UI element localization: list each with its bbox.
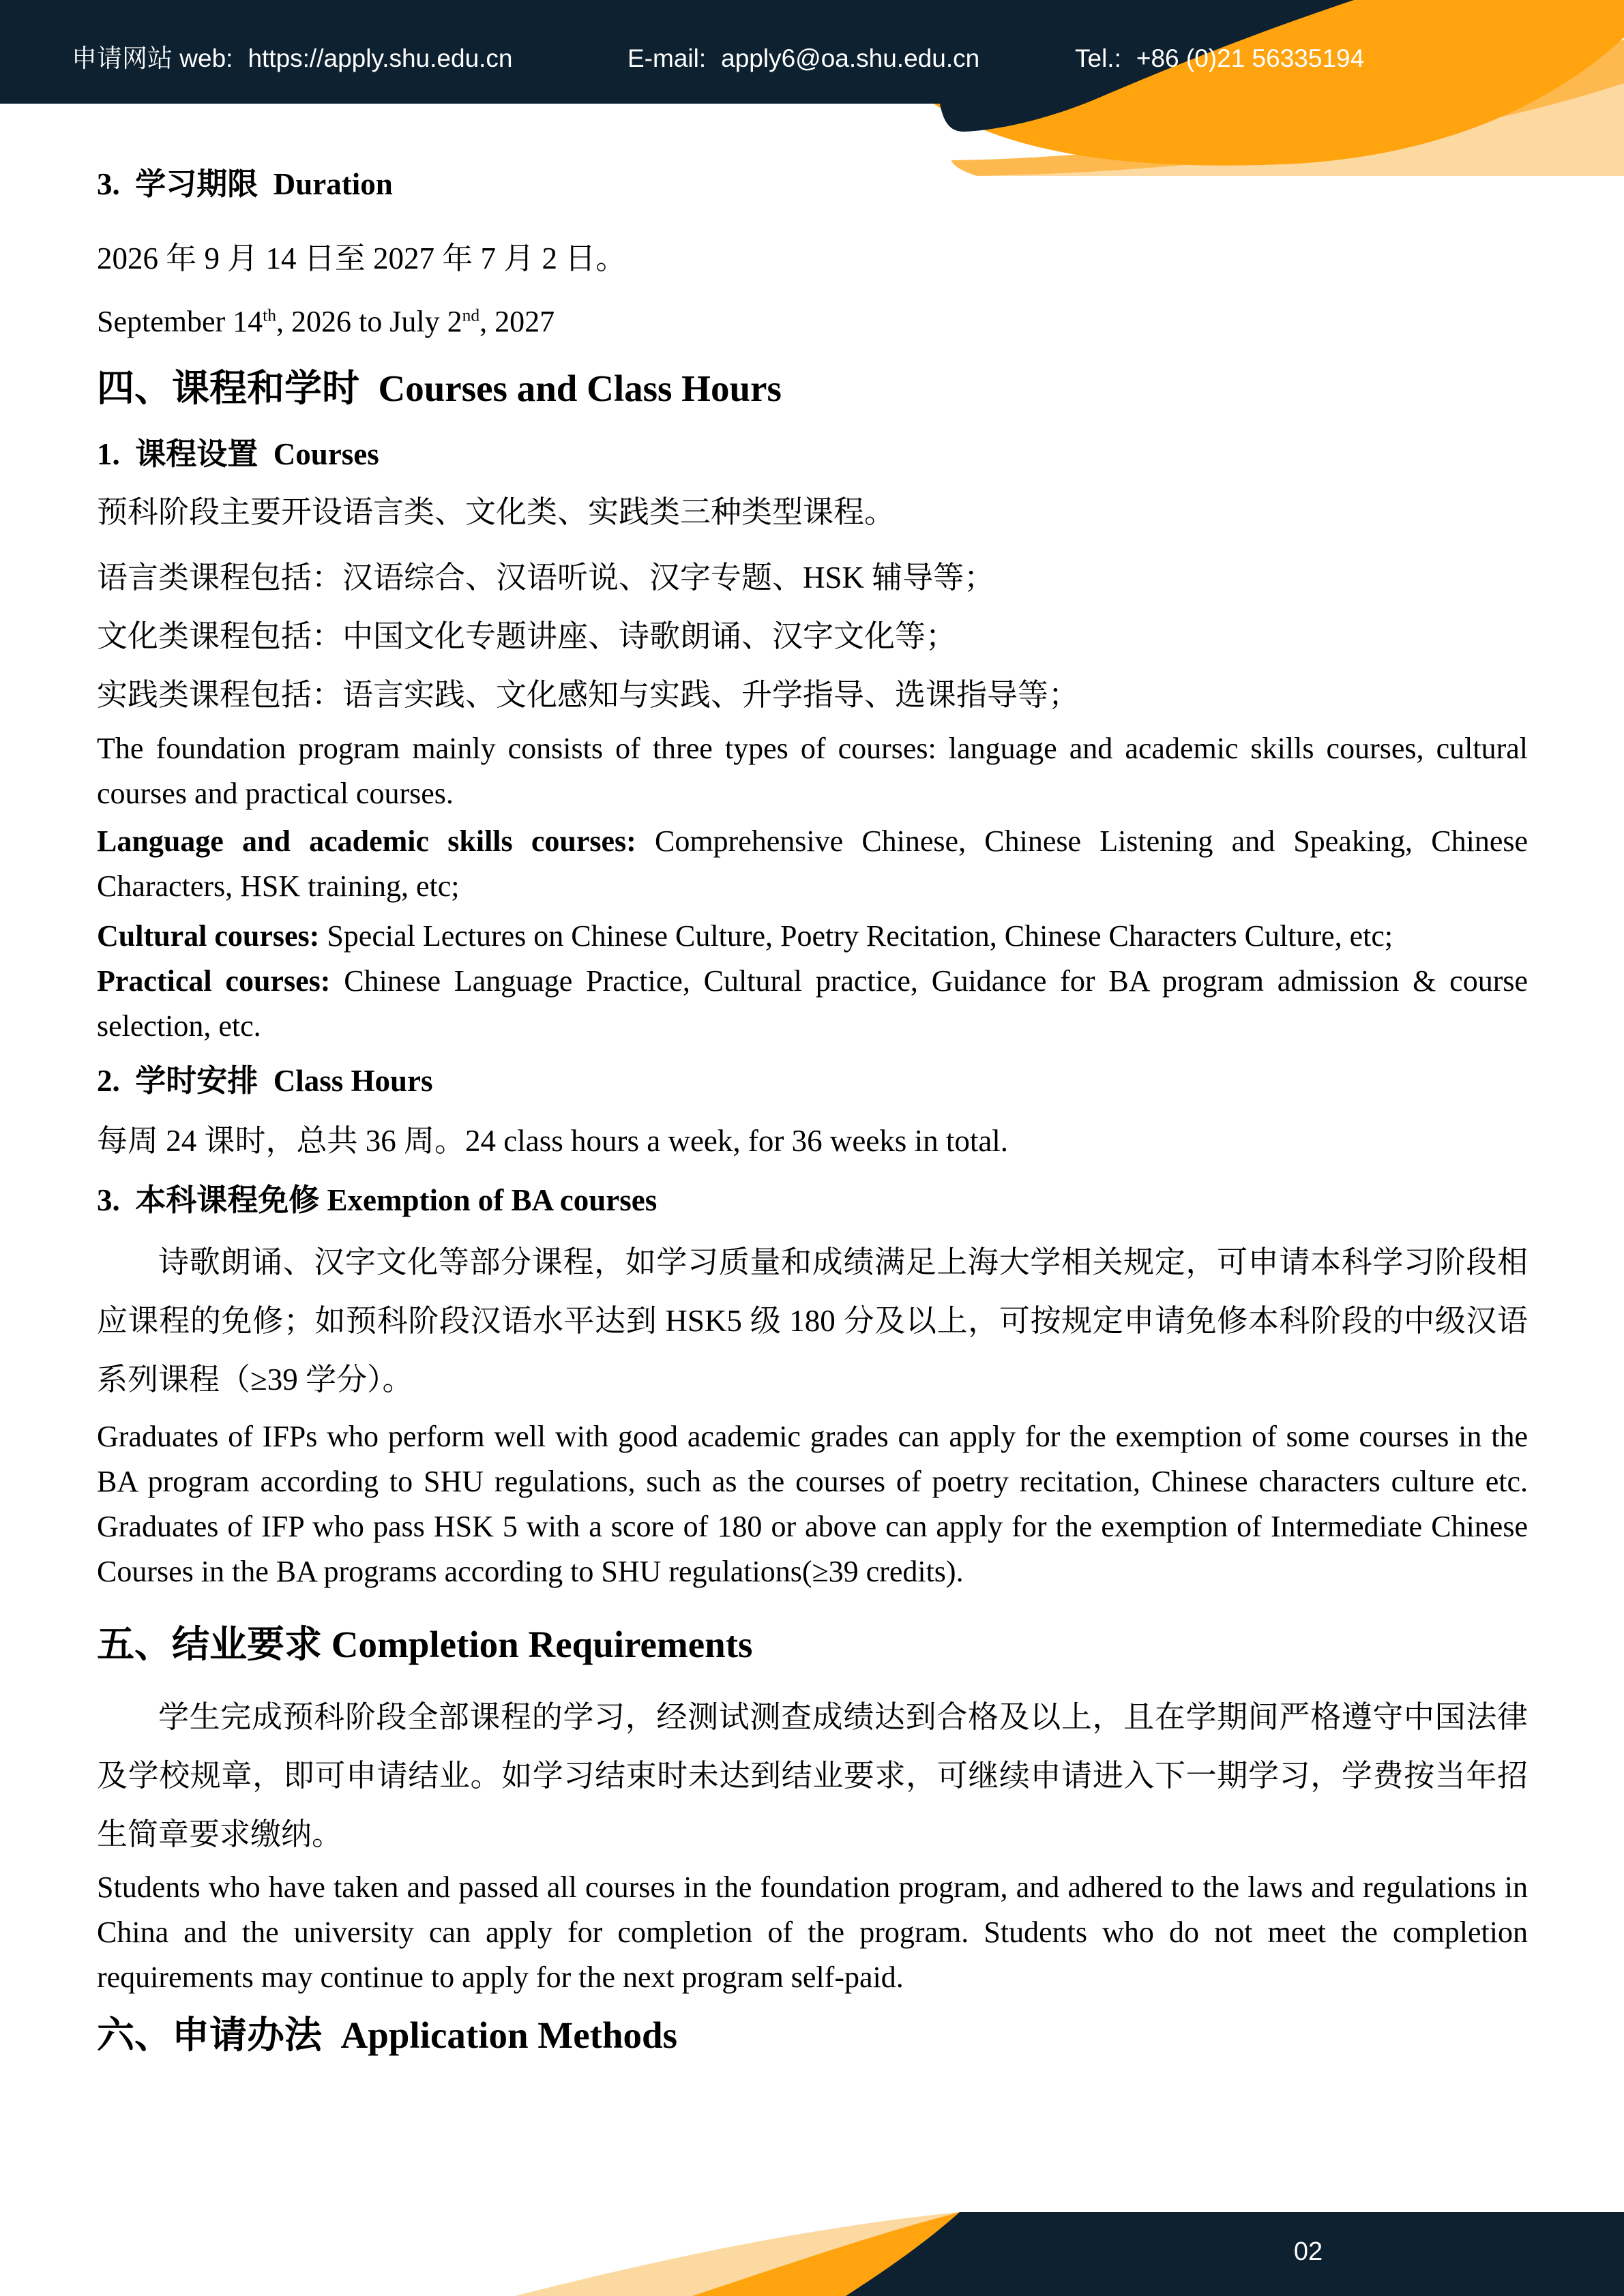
completion-heading: 五、结业要求 Completion Requirements bbox=[97, 1624, 753, 1665]
class-hours-text: 每周 24 课时，总共 36 周。24 class hours a week, for 36 weeks in total. bbox=[97, 1124, 1009, 1158]
courses-heading: 1. 课程设置 Courses bbox=[97, 437, 379, 471]
duration-dates-cn: 2026 年 9 月 14 日至 2027 年 7 月 2 日。 bbox=[97, 241, 627, 275]
telephone-value: +86 (0)21 56335194 bbox=[1136, 44, 1365, 72]
courses-practice-cn: 实践类课程包括：语言实践、文化感知与实践、升学指导、选课指导等； bbox=[97, 678, 1080, 712]
courses-intro-cn: 预科阶段主要开设语言类、文化类、实践类三种类型课程。 bbox=[97, 495, 896, 529]
email-value: apply6@oa.shu.edu.cn bbox=[721, 44, 980, 72]
courses-culture-en: Cultural courses: Special Lectures on Chinese Culture, Poetry Recitation, Chinese Characters Culture, etc; bbox=[97, 919, 1393, 953]
cultural-courses-label: Cultural courses: bbox=[97, 919, 320, 953]
page-number: 02 bbox=[1293, 2237, 1323, 2266]
telephone-label: Tel.: bbox=[1075, 44, 1121, 72]
footer-swoosh-art bbox=[0, 2071, 1624, 2296]
courses-practice-en: Practical courses: Chinese Language Practice, Cultural practice, Guidance for BA program admission & course selection, etc. bbox=[97, 964, 1528, 1043]
superscript-nd: nd bbox=[462, 305, 480, 325]
superscript-th: th bbox=[263, 305, 277, 325]
exemption-text-cn: 诗歌朗诵、汉字文化等部分课程，如学习质量和成绩满足上海大学相关规定，可申请本科学习阶段相应课程的免修；如预科阶段汉语水平达到 HSK5 级 180 分及以上，可按规定申请免修本科阶段的中级汉语系列课程（≥39 学分）。 bbox=[97, 1245, 1528, 1397]
class-hours-heading: 2. 学时安排 Class Hours bbox=[97, 1064, 433, 1098]
application-heading: 六、申请办法 Application Methods bbox=[97, 2014, 678, 2056]
courses-culture-cn: 文化类课程包括：中国文化专题讲座、诗歌朗诵、汉字文化等； bbox=[97, 619, 957, 653]
header-telephone bbox=[1075, 45, 1364, 72]
exemption-text-en: Graduates of IFPs who perform well with good academic grades can apply for the exemption of some courses in the BA program according to SHU regulations, such as the courses of poetry recitation, Chinese characters culture etc. Graduates of IFP who pass HSK 5 with a score of 180 or above can apply for the exemption of Intermediate Chinese Courses in the BA programs according to SHU regulations(≥39 credits). bbox=[97, 1420, 1528, 1588]
footer-navy-block bbox=[846, 2212, 1624, 2296]
email-label: E-mail: bbox=[628, 44, 707, 72]
duration-heading: 3. 学习期限 Duration bbox=[97, 167, 393, 201]
courses-intro-en: The foundation program mainly consists of three types of courses: language and academic skills courses, cultural courses and practical courses. bbox=[97, 732, 1528, 810]
header-email bbox=[628, 45, 979, 72]
practical-courses-label: Practical courses: bbox=[97, 964, 331, 998]
exemption-heading: 3. 本科课程免修 Exemption of BA courses bbox=[97, 1183, 658, 1217]
website-url: https://apply.shu.edu.cn bbox=[248, 44, 513, 72]
completion-text-en: Students who have taken and passed all courses in the foundation program, and adhered to the laws and regulations in China and the university can apply for completion of the program. Students who do not meet the completion requirements may continue to apply for the next program self-paid. bbox=[97, 1870, 1528, 1994]
header-website bbox=[72, 45, 513, 72]
courses-language-cn: 语言类课程包括：汉语综合、汉语听说、汉字专题、HSK 辅导等； bbox=[97, 561, 995, 595]
language-courses-label: Language and academic skills courses: bbox=[97, 824, 636, 858]
header-contact-bar bbox=[0, 0, 1624, 104]
courses-hours-heading: 四、课程和学时 Courses and Class Hours bbox=[97, 368, 782, 409]
duration-dates-en: September 14th, 2026 to July 2nd, 2027 bbox=[97, 305, 555, 338]
website-label: 申请网站 web: bbox=[72, 44, 233, 72]
completion-text-cn: 学生完成预科阶段全部课程的学习，经测试测查成绩达到合格及以上，且在学期间严格遵守中国法律及学校规章，即可申请结业。如学习结束时未达到结业要求，可继续申请进入下一期学习，学费按当年招生简章要求缴纳。 bbox=[97, 1700, 1528, 1851]
courses-language-en: Language and academic skills courses: Comprehensive Chinese, Chinese Listening and Speaking, Chinese Characters, HSK training, etc; bbox=[97, 824, 1528, 903]
